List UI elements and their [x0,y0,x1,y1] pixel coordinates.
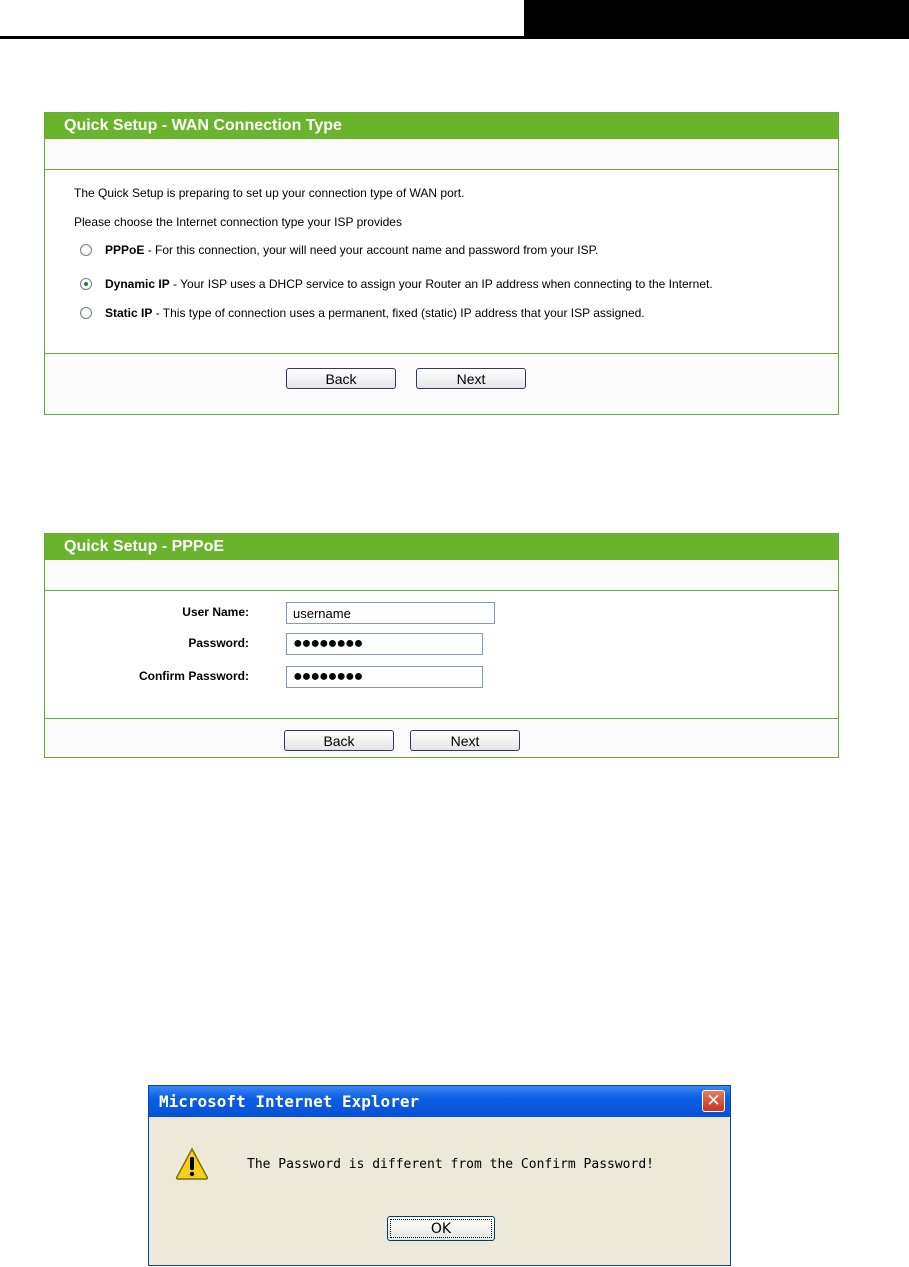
password-input[interactable]: ●●●●●●●● [286,633,483,655]
wan-panel-footer [45,353,838,414]
static-ip-label: Static IP - This type of connection uses a permanent, fixed (static) IP address that your ISP assigned. [105,306,645,320]
wan-panel-band [45,139,838,170]
user-name-input[interactable]: username [286,602,495,624]
close-icon[interactable]: ✕ [702,1090,725,1112]
warning-icon [175,1147,209,1181]
pppoe-panel-band [45,560,838,591]
dialog-message: The Password is different from the Confirm Password! [247,1157,654,1172]
wan-prompt-text: Please choose the Internet connection type your ISP provides [74,215,402,229]
confirm-password-input[interactable]: ●●●●●●●● [286,666,483,688]
pppoe-next-button[interactable]: Next [410,730,520,751]
wan-back-button[interactable]: Back [286,368,396,389]
option-pppoe[interactable] [80,242,598,258]
pppoe-label: PPPoE - For this connection, your will need your account name and password from your ISP. [105,243,599,257]
option-dynamic-ip[interactable] [80,276,713,292]
pppoe-panel-title: Quick Setup - PPPoE [45,534,838,560]
alert-dialog [148,1085,731,1266]
dynamic-ip-label: Dynamic IP - Your ISP uses a DHCP service to assign your Router an IP address when connecting to the Internet. [105,277,713,291]
dynamic-ip-radio[interactable] [80,278,92,290]
user-name-label: User Name: [182,605,249,619]
pppoe-panel [44,533,839,758]
dialog-title: Microsoft Internet Explorer [159,1092,420,1111]
pppoe-back-button[interactable]: Back [284,730,394,751]
pppoe-panel-footer [45,718,838,757]
confirm-password-label: Confirm Password: [138,669,249,683]
wan-panel-title: Quick Setup - WAN Connection Type [45,113,838,139]
dialog-title-bar [149,1086,730,1117]
option-static-ip[interactable] [80,305,645,321]
header-block [524,0,909,39]
wan-next-button[interactable]: Next [416,368,526,389]
wan-connection-panel [44,112,839,415]
wan-intro-text: The Quick Setup is preparing to set up your connection type of WAN port. [74,186,465,200]
pppoe-radio[interactable] [80,244,92,256]
password-label: Password: [188,636,249,650]
ok-button[interactable]: OK [387,1216,495,1241]
static-ip-radio[interactable] [80,307,92,319]
